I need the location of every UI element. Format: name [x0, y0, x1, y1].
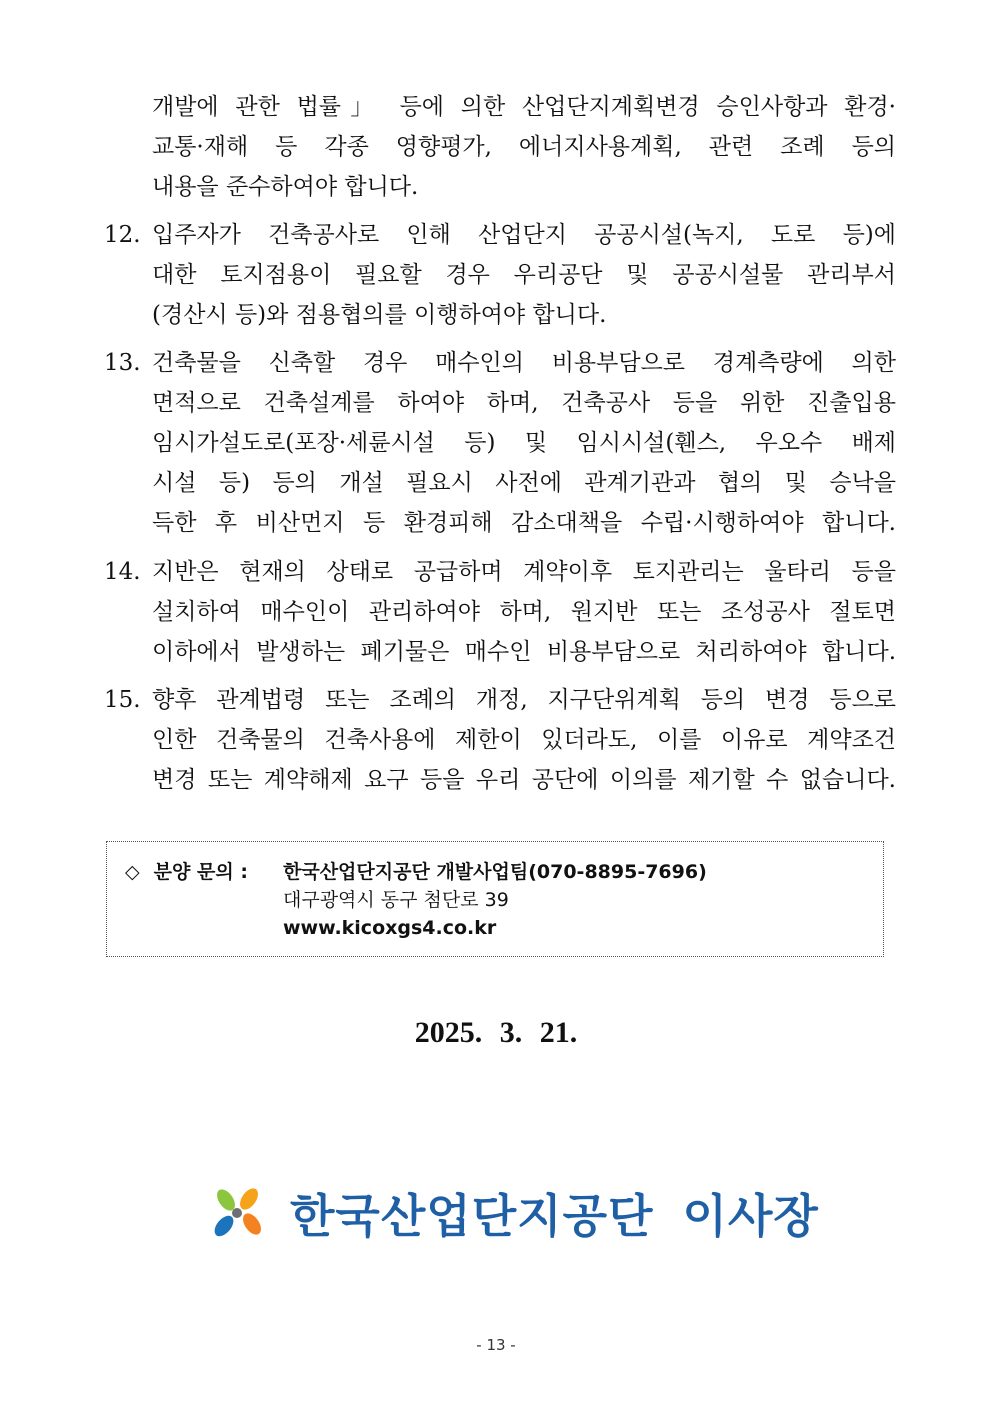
inquiry-label: 분양 문의 : — [153, 861, 248, 883]
item-number: 14. — [104, 559, 141, 585]
item-line: 대한 토지점용이 필요할 경우 우리공단 및 공공시설물 관리부서 — [152, 262, 896, 288]
item-line: 건축물을 신축할 경우 매수인의 비용부담으로 경계측량에 의한 — [152, 350, 896, 376]
item-line: 시설 등) 등의 개설 필요시 사전에 관계기관과 협의 및 승낙을 — [152, 470, 896, 496]
diamond-bullet-icon: ◇ — [125, 861, 140, 883]
item-line: 지반은 현재의 상태로 공급하며 계약이후 토지관리는 울타리 등을 — [152, 559, 896, 585]
item-line: 변경 또는 계약해제 요구 등을 우리 공단에 이의를 제기할 수 없습니다. — [152, 767, 896, 793]
inquiry-address: 대구광역시 동구 첨단로 39 — [283, 889, 509, 911]
signature-text: 한국산업단지공단 이사장 — [290, 1189, 819, 1243]
inquiry-website[interactable]: www.kicoxgs4.co.kr — [283, 917, 497, 939]
item-line: 임시가설도로(포장·세륜시설 등) 및 임시시설(휀스, 우오수 배제 — [152, 430, 896, 456]
item-number: 15. — [104, 687, 141, 713]
item-line: 입주자가 건축공사로 인해 산업단지 공공시설(녹지, 도로 등)에 — [152, 222, 896, 248]
item-line: 설치하여 매수인이 관리하여야 하며, 원지반 또는 조성공사 절토면 — [152, 599, 896, 625]
item-number: 13. — [104, 350, 141, 376]
item-line: 이하에서 발생하는 폐기물은 매수인 비용부담으로 처리하여야 합니다. — [152, 639, 896, 665]
inquiry-org: 한국산업단지공단 개발사업팀(070-8895-7696) — [283, 861, 707, 883]
item-line: 면적으로 건축설계를 하여야 하며, 건축공사 등을 위한 진출입용 — [152, 390, 896, 416]
item-number: 12. — [104, 222, 141, 248]
page-number: - 13 - — [476, 1336, 516, 1354]
intro-line: 내용을 준수하여야 합니다. — [152, 174, 419, 200]
intro-line: 교통·재해 등 각종 영향평가, 에너지사용계획, 관련 조례 등의 — [152, 134, 896, 160]
item-line: 득한 후 비산먼지 등 환경피해 감소대책을 수립·시행하여야 합니다. — [152, 510, 896, 536]
item-line: 향후 관계법령 또는 조례의 개정, 지구단위계획 등의 변경 등으로 — [152, 687, 896, 713]
signature-block — [206, 1178, 819, 1248]
item-line: 인한 건축물의 건축사용에 제한이 있더라도, 이를 이유로 계약조건 — [152, 727, 896, 753]
intro-line: 개발에 관한 법률」 등에 의한 산업단지계획변경 승인사항과 환경· — [152, 94, 896, 120]
item-line: (경산시 등)와 점용협의를 이행하여야 합니다. — [152, 302, 607, 328]
document-date: 2025. 3. 21. — [414, 1016, 578, 1049]
inquiry-box — [106, 841, 884, 957]
kicox-logo-icon — [206, 1182, 268, 1244]
